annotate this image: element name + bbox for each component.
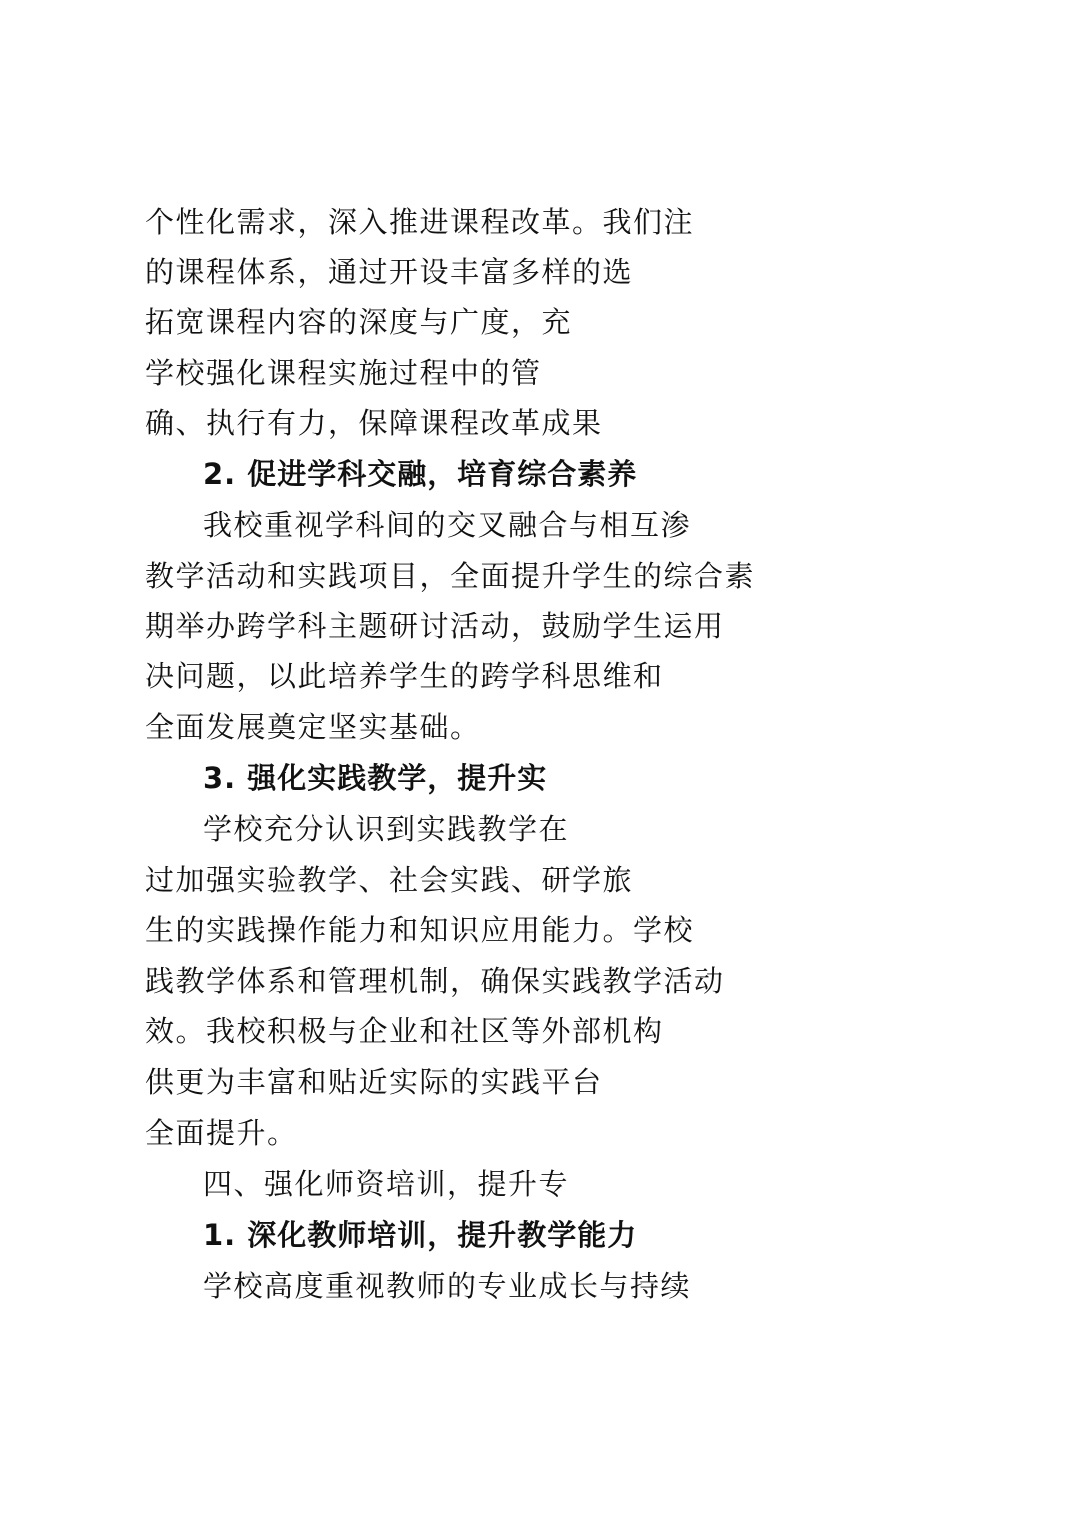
body-text-line: 期举办跨学科主题研讨活动，鼓励学生运用 xyxy=(145,609,725,643)
body-text-line: 全面提升。 xyxy=(145,1116,298,1150)
chapter-heading: 四、强化师资培训，提升专 xyxy=(203,1167,570,1201)
body-text-line: 效。我校积极与企业和社区等外部机构 xyxy=(145,1014,664,1048)
paragraph-start-line: 我校重视学科间的交叉融合与相互渗 xyxy=(203,508,692,542)
paragraph-start-line: 学校充分认识到实践教学在 xyxy=(203,812,570,846)
paragraph-start-line: 学校高度重视教师的专业成长与持续 xyxy=(203,1269,692,1303)
body-text-line: 个性化需求，深入推进课程改革。我们注 xyxy=(145,205,695,239)
section-heading: 2. 促进学科交融，培育综合素养 xyxy=(203,457,638,491)
section-heading: 3. 强化实践教学，提升实 xyxy=(203,761,548,795)
body-text-line: 的课程体系，通过开设丰富多样的选 xyxy=(145,255,634,289)
body-text-line: 教学活动和实践项目，全面提升学生的综合素 xyxy=(145,559,756,593)
body-text-line: 学校强化课程实施过程中的管 xyxy=(145,356,542,390)
body-text-line: 供更为丰富和贴近实际的实践平台 xyxy=(145,1065,603,1099)
body-text-line: 过加强实验教学、社会实践、研学旅 xyxy=(145,863,634,897)
body-text-line: 生的实践操作能力和知识应用能力。学校 xyxy=(145,913,695,947)
body-text-line: 决问题，以此培养学生的跨学科思维和 xyxy=(145,659,664,693)
body-text-line: 践教学体系和管理机制，确保实践教学活动 xyxy=(145,964,725,998)
body-text-line: 全面发展奠定坚实基础。 xyxy=(145,710,481,744)
body-text-line: 拓宽课程内容的深度与广度，充 xyxy=(145,305,573,339)
body-text-line: 确、执行有力，保障课程改革成果 xyxy=(145,406,603,440)
section-heading: 1. 深化教师培训，提升教学能力 xyxy=(203,1218,638,1252)
